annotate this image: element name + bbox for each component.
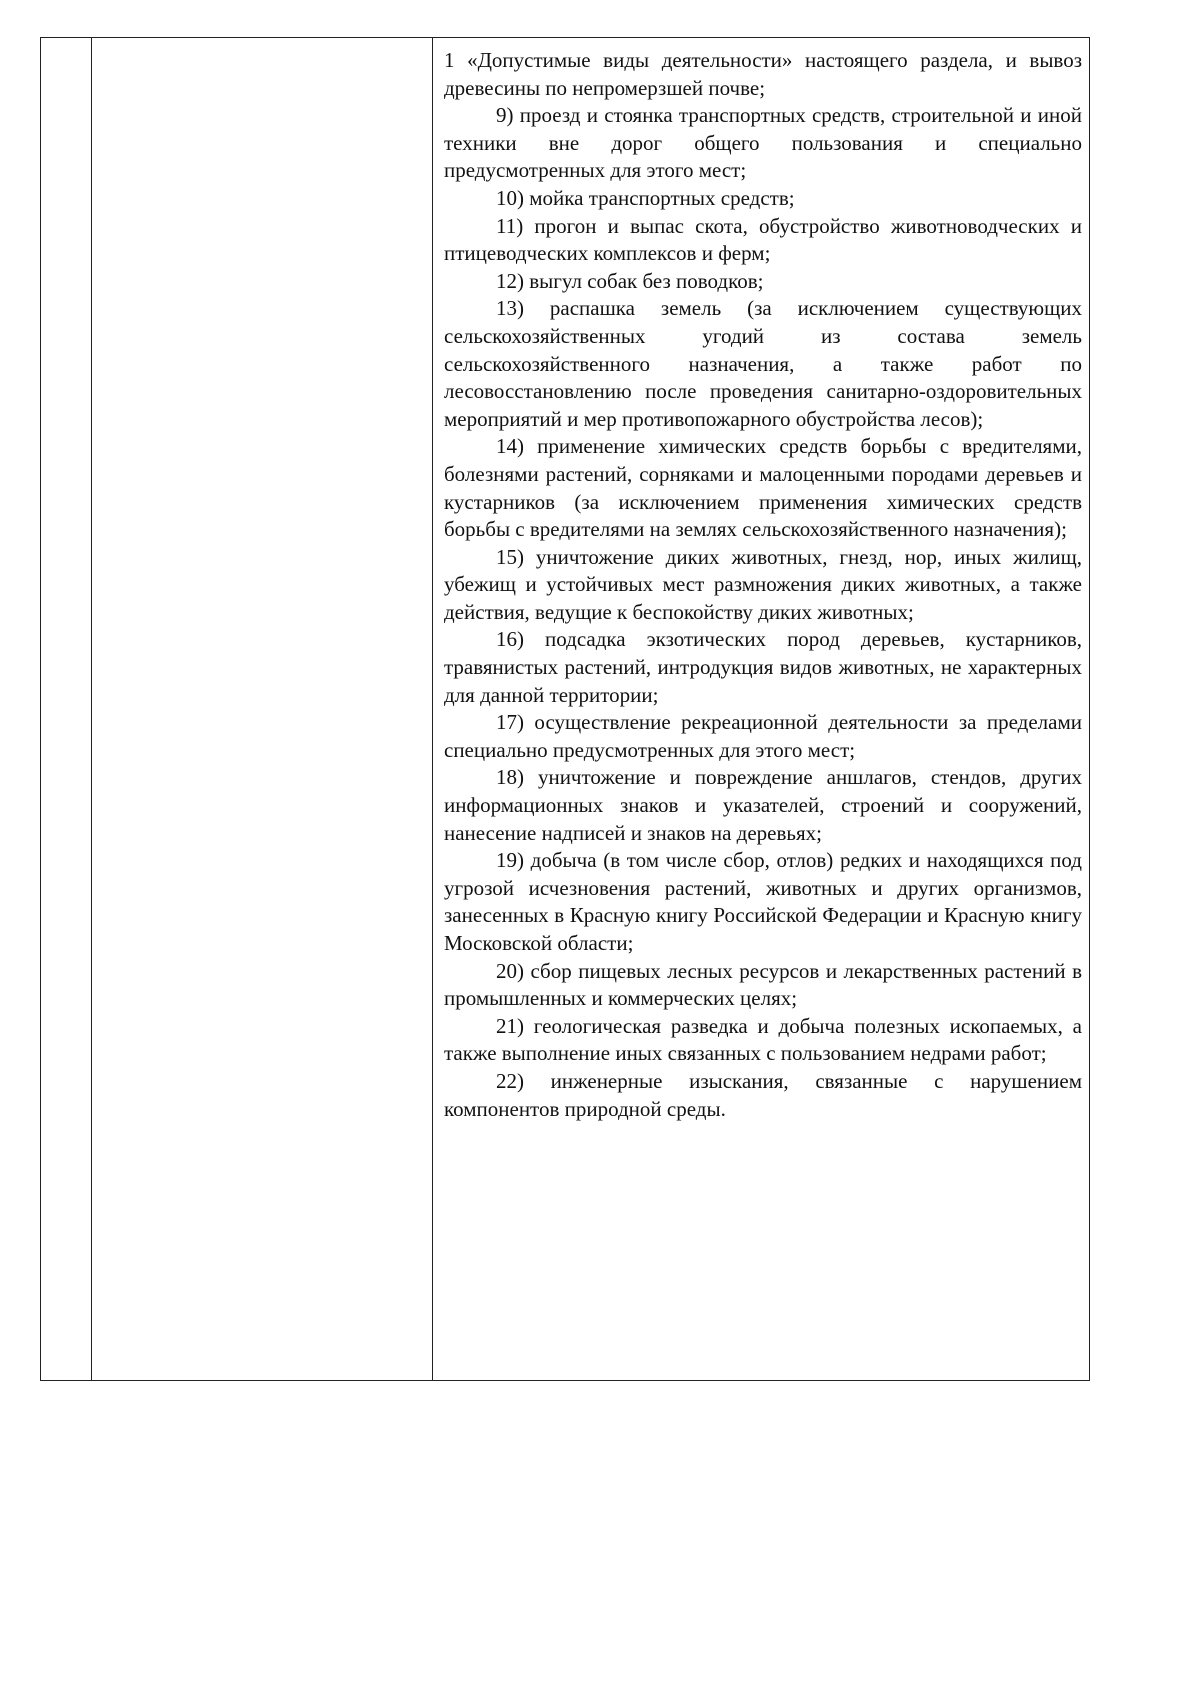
list-item-21: 21) геологическая разведка и добыча полезных ископаемых, а также выполнение иных связанных с пользованием недрами работ; (444, 1013, 1082, 1066)
list-item-14: 14) применение химических средств борьбы с вредителями, болезнями растений, сорняками и малоценными породами деревьев и кустарников (за исключением применения химических средств борьбы с вредителями на землях сельскохозяйственного назначения); (444, 434, 1082, 542)
list-item-13: 13) распашка земель (за исключением существующих сельскохозяйственных угодий из состава земель сельскохозяйственного назначения, а также работ по лесовосстановлению после проведения санитарно-оздоровительных мероприятий и мер противопожарного обустройства лесов); (444, 296, 1082, 431)
list-item-11: 11) прогон и выпас скота, обустройство животноводческих и птицеводческих комплексов и ферм; (444, 213, 1082, 266)
list-item-9: 9) проезд и стоянка транспортных средств, строительной и иной техники вне дорог общего пользования и специально предусмотренных для этого мест; (444, 103, 1082, 183)
paragraph-continuation: 1 «Допустимые виды деятельности» настоящего раздела, и вывоз древесины по непромерзшей почве; (444, 48, 1082, 100)
list-item-12: 12) выгул собак без поводков; (496, 268, 764, 293)
row-text-cell (433, 38, 1090, 1381)
list-item-17: 17) осуществление рекреационной деятельности за пределами специально предусмотренных для этого мест; (444, 710, 1082, 762)
row-name-cell (92, 38, 433, 1381)
list-item-15: 15) уничтожение диких животных, гнезд, нор, иных жилищ, убежищ и устойчивых мест размножения диких животных, а также действия, ведущие к беспокойству диких животных; (444, 544, 1082, 624)
document-table (40, 37, 1090, 1381)
list-item-22: 22) инженерные изыскания, связанные с нарушением компонентов природной среды. (444, 1068, 1082, 1121)
row-number-cell (41, 38, 92, 1381)
list-item-16: 16) подсадка экзотических пород деревьев, кустарников, травянистых растений, интродукция видов животных, не характерных для данной территории; (444, 627, 1082, 707)
table-row (41, 38, 1090, 1381)
list-item-19: 19) добыча (в том числе сбор, отлов) редких и находящихся под угрозой исчезновения растений, животных и других организмов, занесенных в Красную книгу Российской Федерации и Красную книгу Московской области; (444, 848, 1082, 955)
list-item-18: 18) уничтожение и повреждение аншлагов, стендов, других информационных знаков и указателей, строений и сооружений, нанесение надписей и знаков на деревьях; (444, 765, 1082, 845)
list-item-20: 20) сбор пищевых лесных ресурсов и лекарственных растений в промышленных и коммерческих целях; (444, 958, 1082, 1011)
list-item-10: 10) мойка транспортных средств; (496, 185, 795, 210)
